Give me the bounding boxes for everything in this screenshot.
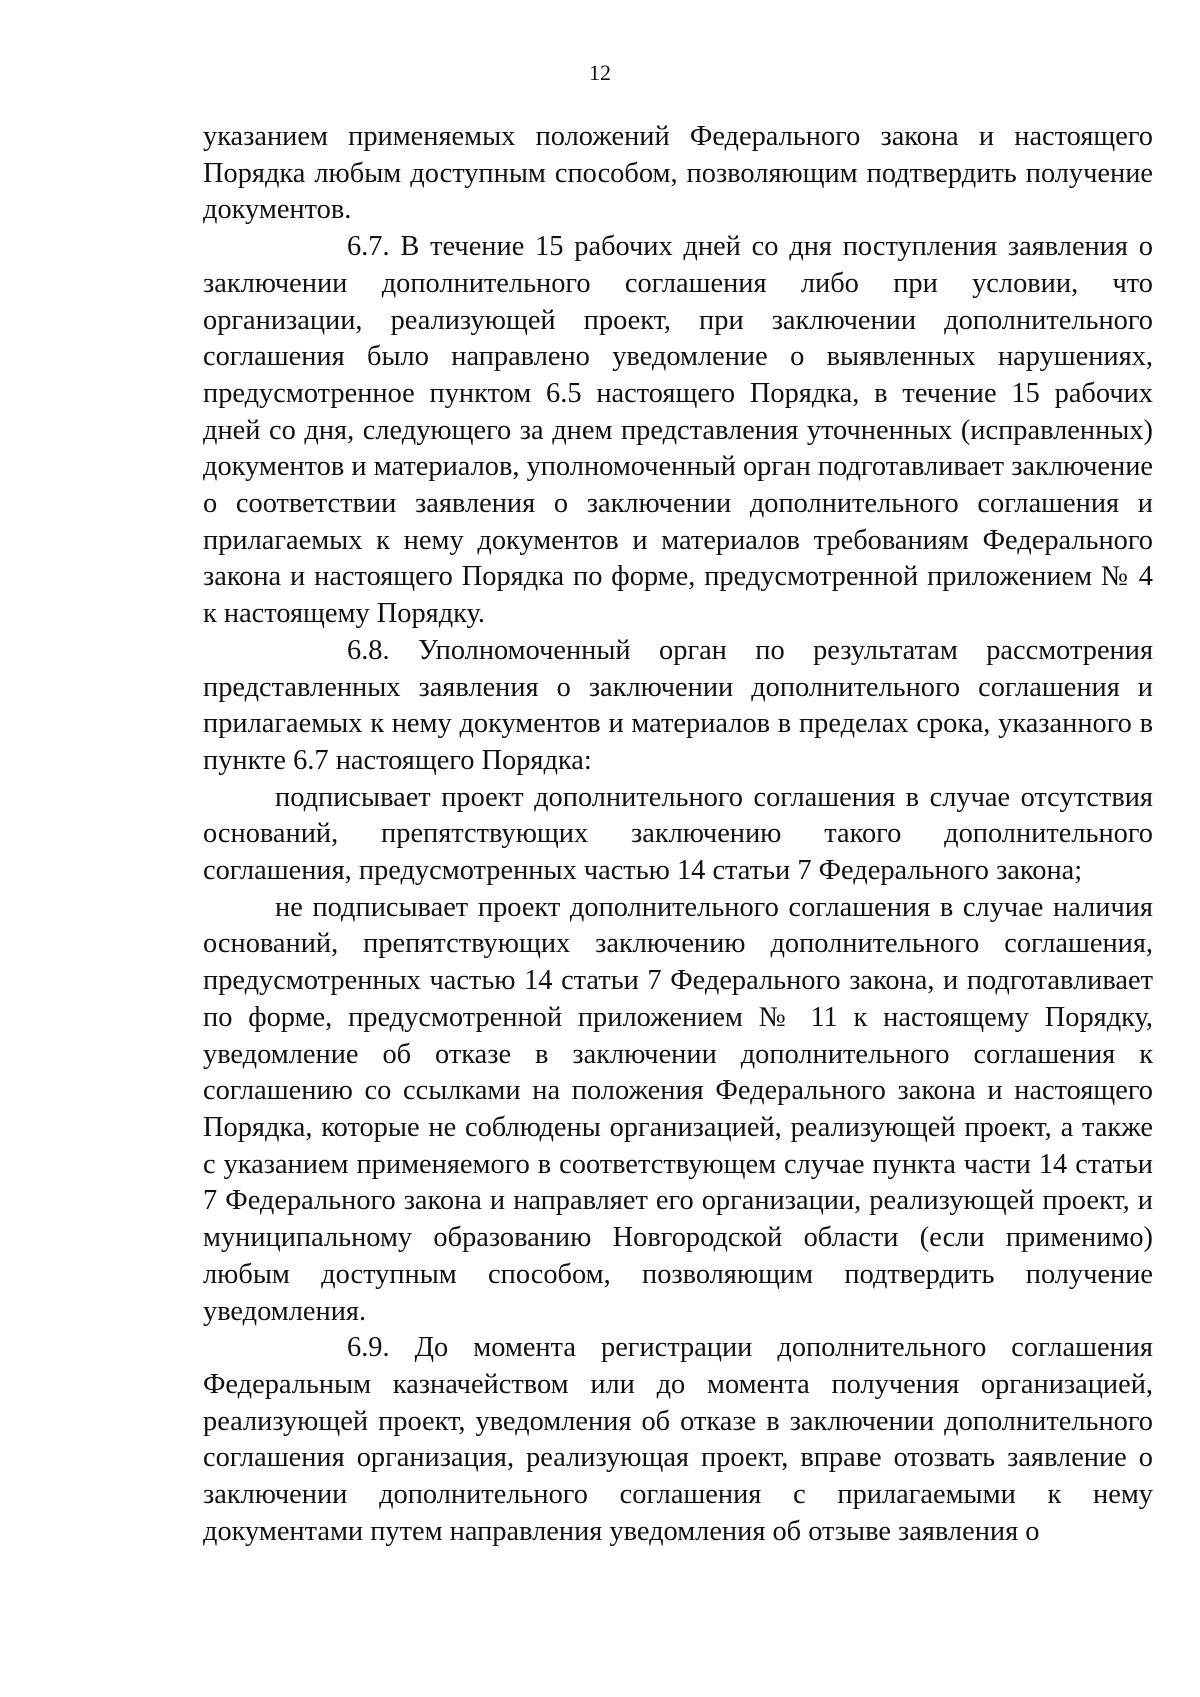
paragraph-text: указанием применяемых положений Федерального закона и настоящего Порядка любым доступным способом, позволяющим подтвердить получение документов. [203,121,1153,226]
paragraph-6-7 [203,229,1153,633]
paragraph-list-item-sign [203,780,1153,890]
paragraph-number: 6.7. [347,231,390,263]
paragraph-continuation [203,119,1153,229]
document-body [203,119,1153,1550]
paragraph-text: В течение 15 рабочих дней со дня поступления заявления о заключении дополнительного соглашения либо при условии, что организации, реализующей проект, при заключении дополнительного соглашения было направлено уведомление о выявленных нарушениях, предусмотренное пунктом 6.5 настоящего Порядка, в течение 15 рабочих дней со дня, следующего за днем представления уточненных (исправленных) документов и материалов, уполномоченный орган подготавливает заключение о соответствии заявления о заключении дополнительного соглашения и прилагаемых к нему документов и материалов требованиям Федерального закона и настоящего Порядка по форме, предусмотренной приложением № 4 к настоящему Порядку. [203,231,1153,630]
paragraph-number: 6.9. [347,1332,390,1364]
paragraph-list-item-not-sign [203,890,1153,1330]
paragraph-6-9 [203,1330,1153,1550]
paragraph-number: 6.8. [347,634,390,666]
paragraph-text: До момента регистрации дополнительного соглашения Федеральным казначейством или до момента получения организацией, реализующей проект, уведомления об отказе в заключении дополнительного соглашения организация, реализующая проект, вправе отозвать заявление о заключении дополнительного соглашения с прилагаемыми к нему документами путем направления уведомления об отзыве заявления о [203,1332,1153,1547]
page-number: 12 [589,60,611,85]
paragraph-text: не подписывает проект дополнительного соглашения в случае наличия оснований, препятствующих заключению дополнительного соглашения, предусмотренных частью 14 статьи 7 Федерального закона, и подготавливает по форме, предусмотренной приложением № 11 к настоящему Порядку, уведомление об отказе в заключении дополнительного соглашения к соглашению со ссылками на положения Федерального закона и настоящего Порядка, которые не соблюдены организацией, реализующей проект, а также с указанием применяемого в соответствующем случае пункта части 14 статьи 7 Федерального закона и направляет его организации, реализующей проект, и муниципальному образованию Новгородской области (если применимо) любым доступным способом, позволяющим подтвердить получение уведомления. [203,891,1153,1327]
paragraph-text: Уполномоченный орган по результатам рассмотрения представленных заявления о заключении дополнительного соглашения и прилагаемых к нему документов и материалов в пределах срока, указанного в пункте 6.7 настоящего Порядка: [203,634,1154,776]
paragraph-text: подписывает проект дополнительного соглашения в случае отсутствия оснований, препятствующих заключению такого дополнительного соглашения, предусмотренных частью 14 статьи 7 Федерального закона; [203,781,1153,887]
paragraph-6-8 [203,633,1153,780]
